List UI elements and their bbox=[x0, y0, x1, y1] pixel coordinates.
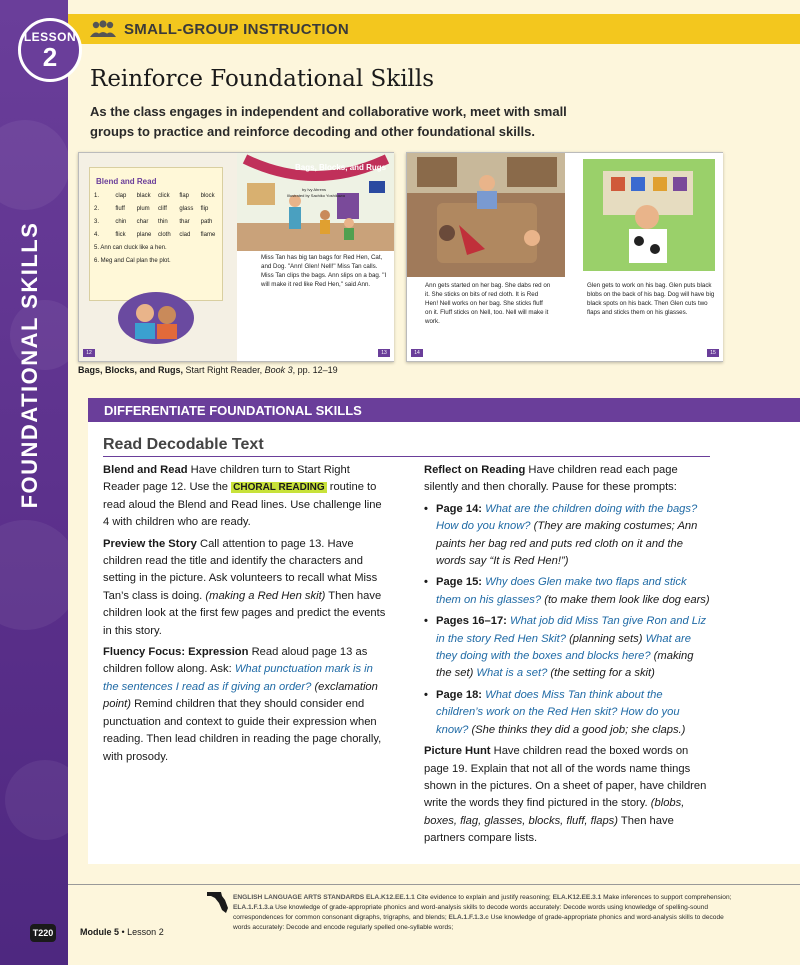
page-15-text: Glen gets to work on his bag. Glen puts black blobs on the back of his bag. Dog will have big black spots on his back. Then Glen cuts two flaps and sticks them on his glasses. bbox=[587, 282, 715, 316]
story-illustrator: Illustrated by Sachiko Yoshikawa bbox=[287, 193, 346, 198]
fluency-focus-paragraph: Fluency Focus: Expression Read aloud page 13 as children follow along. Ask: What punctuation mark is in the sentences I read as if giving an order? (exclamation point) Remind children that they should consider end punctuation and context to guide their expression when reading. Then lead children in reading the page chorally, with prosody. bbox=[103, 646, 382, 763]
book-page-13 bbox=[237, 153, 394, 361]
choral-reading-routine-tag: CHORAL READING bbox=[233, 482, 325, 494]
page-number: 15 bbox=[707, 349, 719, 357]
page-13-text: Miss Tan has big tan bags for Red Hen, Cat, and Dog. "Ann! Glen! Nell!" Miss Tan calls. Miss Tan clips the bags. Ann slips on a bag. "I will make it red like Red Hen," said Ann. bbox=[261, 254, 387, 288]
page-number-tab: T220 bbox=[30, 924, 56, 942]
word-row: 2. fluff plum cliff glass flip bbox=[94, 206, 209, 212]
book-caption: Bags, Blocks, and Rugs, Start Right Reader, Book 3, pp. 12–19 bbox=[78, 365, 338, 375]
preview-story-paragraph: Preview the Story Call attention to page 13. Have children read the title and identify the characters and setting in the picture. Ask volunteers to recall what Miss Tan’s class is doing. (making a Red Hen skit) Then have children look at the first few pages and predict the events in this story. bbox=[103, 537, 386, 637]
blend-read-title: Blend and Read bbox=[96, 177, 157, 186]
module-label: Module 5 • Lesson 2 bbox=[80, 927, 164, 937]
page-number: 12 bbox=[83, 349, 95, 357]
section-header-bar bbox=[88, 398, 800, 422]
lesson-badge bbox=[18, 18, 82, 82]
page-number: 13 bbox=[378, 349, 390, 357]
picture-hunt-paragraph: Picture Hunt Have children read the boxed words on page 19. Explain that not all of the words name things shown in the pictures. On a sheet of paper, have children write the words they find pictured in the story. (blobs, boxes, flag, glasses, blocks, fluff, flaps) Then have partners compare lists. bbox=[424, 745, 707, 845]
book-page-12 bbox=[79, 153, 237, 361]
right-column bbox=[424, 462, 712, 852]
story-title: Bags, Blocks, and Rugs bbox=[295, 163, 387, 172]
banner-title: SMALL-GROUP INSTRUCTION bbox=[124, 21, 349, 38]
blend-and-read-paragraph: Blend and Read Have children turn to Start Right Reader page 12. Use the CHORAL READING routine to read aloud the Blend and Read lines. Use challenge line 4 with children who are ready. bbox=[103, 464, 382, 529]
glen-illustration bbox=[583, 159, 715, 271]
kids-illustration bbox=[117, 291, 195, 345]
prompt-item: • Page 14: What are the children doing with the bags? How do you know? (They are making costumes; Ann paints her bag red and puts red cloth on it and the words say “It is Red Hen!”) bbox=[424, 501, 712, 571]
prompt-item: • Page 18: What does Miss Tan think about the children’s work on the Red Hen skit? How do you know? (She thinks they did a good job; she claps.) bbox=[424, 687, 712, 739]
intro-text: As the class engages in independent and collaborative work, meet with small groups to practice and reinforce decoding and other foundational skills. bbox=[90, 104, 567, 139]
book-spread-pages-14-15 bbox=[406, 152, 723, 362]
group-icon bbox=[90, 20, 116, 43]
sentence-line: 5. Ann can cluck like a hen. bbox=[94, 245, 167, 251]
left-column bbox=[103, 462, 387, 770]
story-byline: by Ivy Ahrens bbox=[302, 187, 327, 192]
vertical-section-title: FOUNDATIONAL SKILLS bbox=[17, 221, 42, 509]
prompt-item: • Page 15: Why does Glen make two flaps and stick them on his glasses? (to make them look like dog ears) bbox=[424, 574, 712, 609]
standards-text: ENGLISH LANGUAGE ARTS STANDARDS ELA.K12.EE.1.1 Cite evidence to explain and justify reasoning; ELA.K12.EE.3.1 Make inferences to support comprehension; ELA.1.F.1.3.a Use knowledge of grade-appropriate phonics and word-analysis skills to decode words accurately: Decode words using knowledge of spelling-sound correspondences for common consonant digraphs, trigraphs, and blends; ELA.1.F.1.3.c Use knowledge of grade-appropriate phonics and word-analysis skills to decode words accurately: Decode and encode regularly spelled one-syllable words; bbox=[233, 894, 732, 931]
sentence-line: 6. Meg and Cal plan the plot. bbox=[94, 258, 171, 264]
page-number: 14 bbox=[411, 349, 423, 357]
florida-state-icon bbox=[207, 890, 229, 919]
lesson-number: 2 bbox=[42, 42, 58, 72]
word-row: 1. clap black click flap block bbox=[94, 193, 215, 199]
crafting-illustration bbox=[407, 153, 565, 277]
page-title: Reinforce Foundational Skills bbox=[90, 66, 435, 92]
book-spread-pages-12-13 bbox=[78, 152, 394, 362]
word-row: 4. flick plane cloth clad flame bbox=[94, 232, 216, 238]
footer-divider bbox=[68, 884, 800, 885]
sidebar bbox=[0, 0, 68, 965]
lesson-label: LESSON bbox=[23, 30, 77, 44]
divider bbox=[103, 456, 710, 457]
reflect-on-reading-paragraph: Reflect on Reading Have children read each page silently and then chorally. Pause for these prompts: bbox=[424, 464, 678, 494]
top-banner bbox=[68, 14, 800, 44]
page-14-text: Ann gets started on her bag. She dabs red on it. She sticks on bits of red cloth. It is Red Hen! Nell works on her bag. She sticks fluff on it. Fluff sticks on Nell, too. Nell will make it work. bbox=[425, 282, 551, 325]
word-row: 3. chin char thin thar path bbox=[94, 219, 213, 225]
section-header-title: DIFFERENTIATE FOUNDATIONAL SKILLS bbox=[104, 403, 362, 418]
prompt-item: • Pages 16–17: What job did Miss Tan give Ron and Liz in the story Red Hen Skit? (planning sets) What are they doing with the boxes and blocks here? (making the set) What is a set? (the setting for a skit) bbox=[424, 613, 712, 683]
book-page-15 bbox=[565, 153, 723, 361]
subsection-title: Read Decodable Text bbox=[103, 436, 264, 453]
blend-and-read-card bbox=[89, 167, 223, 301]
book-page-14 bbox=[407, 153, 565, 361]
